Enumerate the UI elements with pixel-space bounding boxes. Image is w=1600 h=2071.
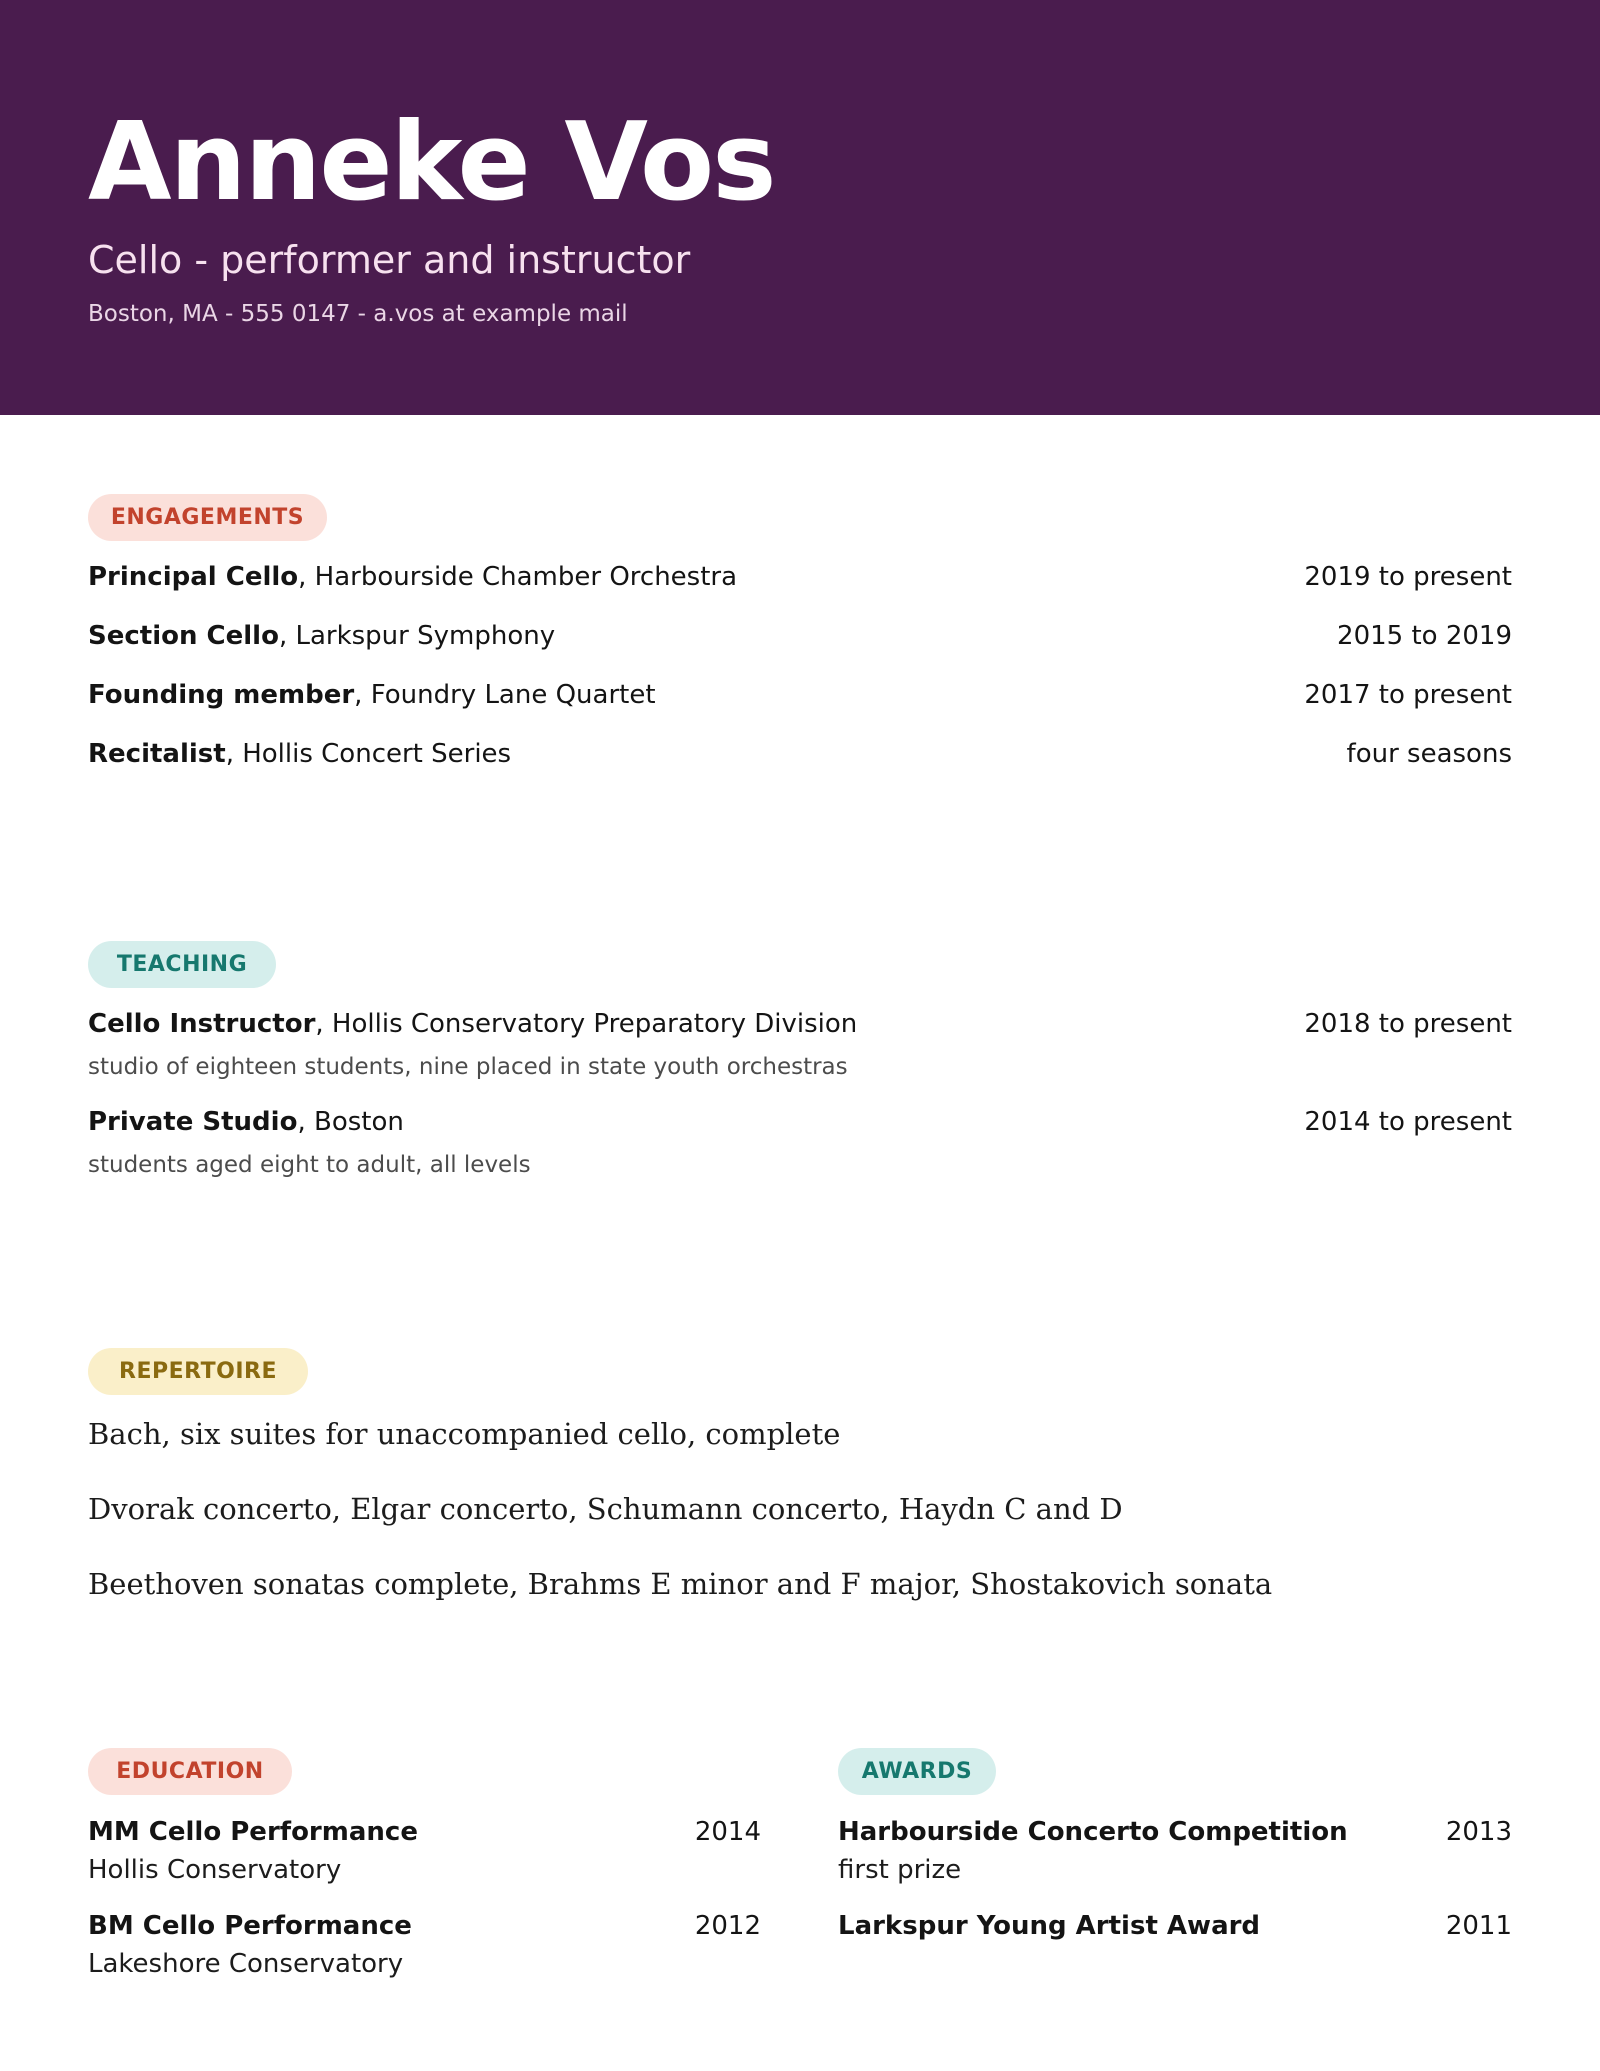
candidate-name: Anneke Vos [88, 100, 775, 225]
engagement-org: , Harbourside Chamber Orchestra [298, 562, 738, 592]
resume-header [0, 0, 1600, 415]
teaching-date: 2018 to present [1304, 1009, 1512, 1039]
teaching-org: , Boston [297, 1107, 404, 1137]
education-school: Lakeshore Conservatory [88, 1949, 404, 1979]
engagement-row [88, 621, 1512, 651]
teaching-heading: TEACHING [88, 941, 276, 988]
candidate-subtitle: Cello - performer and instructor [88, 238, 691, 282]
award-title: Larkspur Young Artist Award [838, 1911, 1261, 1941]
teaching-role: Private Studio [88, 1107, 298, 1137]
engagement-org: , Larkspur Symphony [278, 621, 556, 651]
repertoire-heading: REPERTOIRE [88, 1348, 308, 1395]
teaching-note: students aged eight to adult, all levels [88, 1152, 531, 1178]
contact-line: Boston, MA - 555 0147 - a.vos at example mail [88, 301, 628, 327]
engagement-date: four seasons [1346, 739, 1512, 769]
engagement-role: Principal Cello [88, 562, 299, 592]
award-detail: first prize [838, 1855, 962, 1885]
teaching-role: Cello Instructor [88, 1009, 316, 1039]
engagement-date: 2019 to present [1304, 562, 1512, 592]
teaching-date: 2014 to present [1304, 1107, 1512, 1137]
engagement-row [88, 739, 1512, 769]
awards-heading: AWARDS [838, 1748, 996, 1795]
teaching-org: , Hollis Conservatory Preparatory Division [315, 1009, 858, 1039]
teaching-row [88, 1107, 1512, 1137]
education-degree: BM Cello Performance [88, 1911, 412, 1941]
education-year: 2014 [694, 1817, 761, 1847]
engagement-org: , Foundry Lane Quartet [354, 680, 656, 710]
engagement-role: Section Cello [88, 621, 279, 651]
award-row [838, 1911, 1512, 1941]
engagement-row [88, 680, 1512, 710]
engagement-row [88, 562, 1512, 592]
education-school: Hollis Conservatory [88, 1855, 342, 1885]
education-degree: MM Cello Performance [88, 1817, 418, 1847]
education-row [88, 1911, 761, 1941]
repertoire-line: Beethoven sonatas complete, Brahms E minor and F major, Shostakovich sonata [88, 1567, 1273, 1601]
teaching-note: studio of eighteen students, nine placed in state youth orchestras [88, 1054, 848, 1080]
repertoire-line: Bach, six suites for unaccompanied cello, complete [88, 1417, 841, 1451]
engagement-date: 2015 to 2019 [1337, 621, 1512, 651]
award-year: 2013 [1445, 1817, 1512, 1847]
repertoire-line: Dvorak concerto, Elgar concerto, Schumann concerto, Haydn C and D [88, 1492, 1123, 1526]
engagement-org: , Hollis Concert Series [225, 739, 512, 769]
engagement-role: Recitalist [88, 739, 226, 769]
engagements-heading: ENGAGEMENTS [88, 494, 327, 541]
engagement-date: 2017 to present [1304, 680, 1512, 710]
award-row [838, 1817, 1512, 1847]
award-title: Harbourside Concerto Competition [838, 1817, 1348, 1847]
education-year: 2012 [694, 1911, 761, 1941]
education-row [88, 1817, 761, 1847]
education-heading: EDUCATION [88, 1748, 292, 1795]
teaching-row [88, 1009, 1512, 1039]
award-year: 2011 [1445, 1911, 1512, 1941]
engagement-role: Founding member [88, 680, 355, 710]
